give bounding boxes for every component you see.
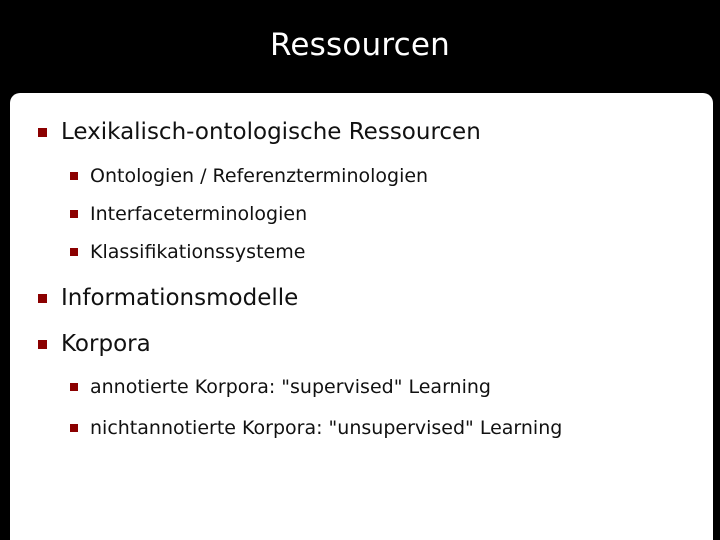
- square-bullet-icon: [38, 128, 47, 137]
- sub-bullet-item: [70, 417, 562, 439]
- bullet-item: [38, 285, 298, 311]
- sub-bullet-text: Klassifikationssysteme: [90, 241, 306, 263]
- square-bullet-icon: [38, 340, 47, 349]
- sub-bullet-item: [70, 376, 491, 398]
- square-bullet-icon: [70, 424, 78, 432]
- slide-title: Ressourcen: [270, 27, 450, 63]
- square-bullet-icon: [70, 172, 78, 180]
- sub-bullet-text: Interfaceterminologien: [90, 203, 308, 225]
- square-bullet-icon: [70, 248, 78, 256]
- bullet-text: Lexikalisch-ontologische Ressourcen: [61, 119, 481, 145]
- sub-bullet-item: [70, 203, 307, 225]
- square-bullet-icon: [70, 210, 78, 218]
- sub-bullet-item: [70, 165, 428, 187]
- bullet-text: Informationsmodelle: [61, 285, 299, 311]
- sub-bullet-text: Ontologien / Referenzterminologien: [90, 165, 429, 187]
- square-bullet-icon: [38, 294, 47, 303]
- sub-bullet-text: nichtannotierte Korpora: "unsupervised" Learning: [90, 417, 563, 439]
- square-bullet-icon: [70, 383, 78, 391]
- sub-bullet-item: [70, 241, 305, 263]
- bullet-item: [38, 119, 481, 145]
- bullet-item: [38, 331, 151, 357]
- content-panel: [10, 93, 713, 540]
- bullet-text: Korpora: [61, 331, 151, 357]
- sub-bullet-text: annotierte Korpora: "supervised" Learning: [90, 376, 491, 398]
